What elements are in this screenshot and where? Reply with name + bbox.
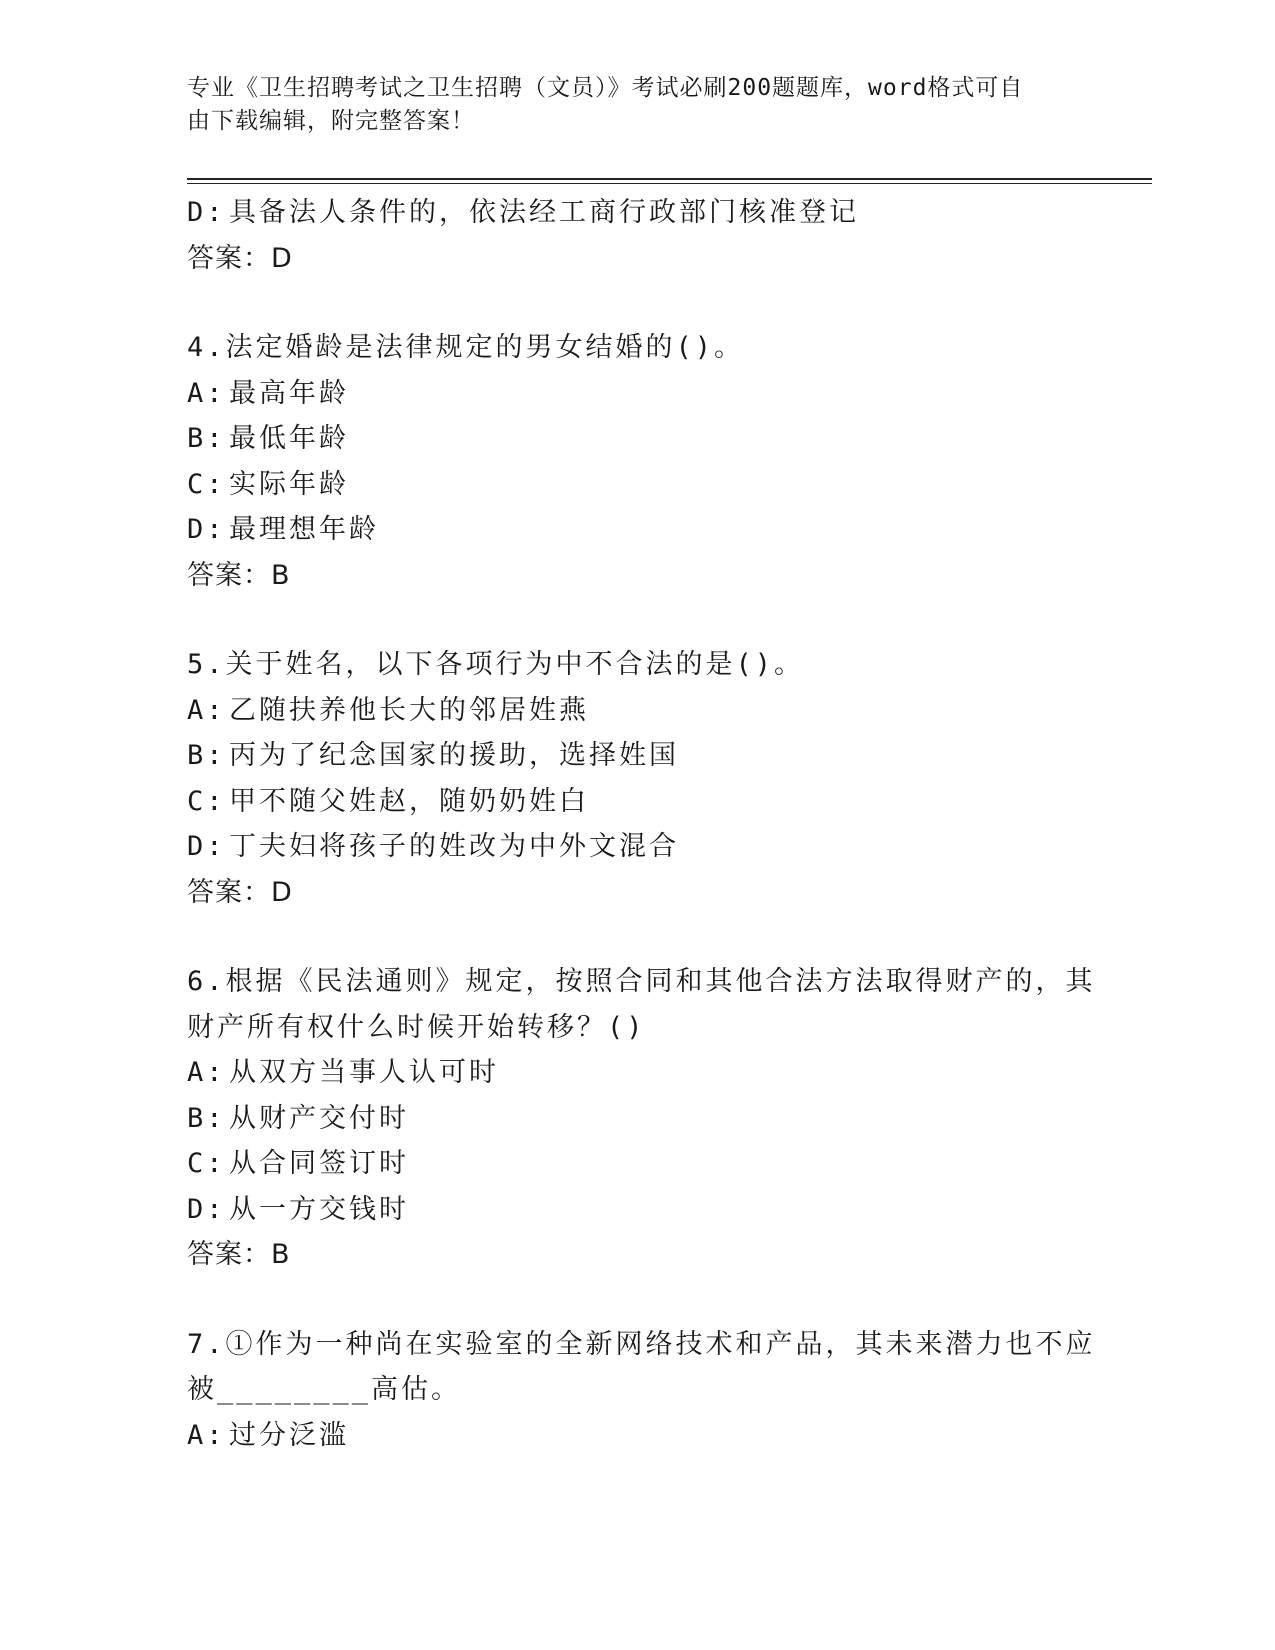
option-label: A: <box>187 1419 226 1451</box>
option-text: 乙随扶养他长大的邻居姓燕 <box>229 694 589 726</box>
question-fragment <box>187 190 1127 281</box>
header-divider-thin <box>187 183 1152 184</box>
option-label: A: <box>187 694 226 726</box>
option-text: 从双方当事人认可时 <box>229 1057 499 1088</box>
option-b <box>187 416 1127 462</box>
question-5 <box>187 642 1127 915</box>
header-line-1: 专业《卫生招聘考试之卫生招聘（文员）》考试必刷200题题库，word格式可自 <box>187 75 1024 101</box>
question-stem-line-1: 6.根据《民法通则》规定，按照合同和其他合法方法取得财产的，其 <box>187 966 1096 997</box>
option-b <box>187 1096 1127 1142</box>
answer-line: 答案：D <box>187 242 293 274</box>
option-text: 最理想年龄 <box>229 514 379 545</box>
option-text: 过分泛滥 <box>229 1419 349 1451</box>
option-label: C: <box>187 1148 226 1179</box>
option-label: B: <box>187 423 226 454</box>
answer-line: 答案：B <box>187 1239 291 1270</box>
option-d <box>187 190 1127 236</box>
option-text: 具备法人条件的，依法经工商行政部门核准登记 <box>229 197 859 228</box>
option-label: C: <box>187 468 226 500</box>
header-divider-thick <box>187 178 1152 180</box>
option-a <box>187 371 1127 417</box>
option-label: B: <box>187 1102 226 1134</box>
question-7 <box>187 1322 1127 1459</box>
option-label: C: <box>187 785 226 817</box>
option-a <box>187 1050 1127 1096</box>
option-text: 丙为了纪念国家的援助，选择姓国 <box>229 740 679 771</box>
option-c <box>187 1141 1127 1187</box>
option-text: 从一方交钱时 <box>229 1193 409 1225</box>
option-d <box>187 507 1127 553</box>
option-text: 从财产交付时 <box>229 1102 409 1134</box>
question-stem: 5.关于姓名，以下各项行为中不合法的是()。 <box>187 649 805 680</box>
option-label: A: <box>187 1057 226 1088</box>
option-label: B: <box>187 740 226 771</box>
option-c <box>187 779 1127 825</box>
option-label: D: <box>187 1193 226 1225</box>
document-body <box>187 190 1127 1458</box>
answer-line: 答案：D <box>187 876 293 908</box>
option-label: D: <box>187 197 226 228</box>
question-stem-line-2: 被________高估。 <box>187 1374 462 1405</box>
answer-line: 答案：B <box>187 559 291 591</box>
option-a <box>187 688 1127 734</box>
question-6 <box>187 959 1127 1278</box>
option-text: 实际年龄 <box>229 468 349 500</box>
document-header <box>187 72 1067 138</box>
question-stem-line-2: 财产所有权什么时候开始转移？() <box>187 1011 646 1043</box>
option-d <box>187 1187 1127 1233</box>
option-c <box>187 462 1127 508</box>
option-text: 甲不随父姓赵，随奶奶姓白 <box>229 785 589 817</box>
header-line-2: 由下载编辑，附完整答案！ <box>187 108 475 134</box>
option-label: A: <box>187 377 226 409</box>
option-text: 最高年龄 <box>229 377 349 409</box>
option-b <box>187 733 1127 779</box>
option-d <box>187 824 1127 870</box>
option-label: D: <box>187 514 226 545</box>
question-4 <box>187 325 1127 598</box>
option-text: 丁夫妇将孩子的姓改为中外文混合 <box>229 831 679 862</box>
option-label: D: <box>187 831 226 862</box>
question-stem-line-1: 7.①作为一种尚在实验室的全新网络技术和产品，其未来潜力也不应 <box>187 1328 1096 1360</box>
option-text: 最低年龄 <box>229 423 349 454</box>
question-stem: 4.法定婚龄是法律规定的男女结婚的()。 <box>187 332 745 363</box>
option-text: 从合同签订时 <box>229 1148 409 1179</box>
option-a <box>187 1413 1127 1459</box>
